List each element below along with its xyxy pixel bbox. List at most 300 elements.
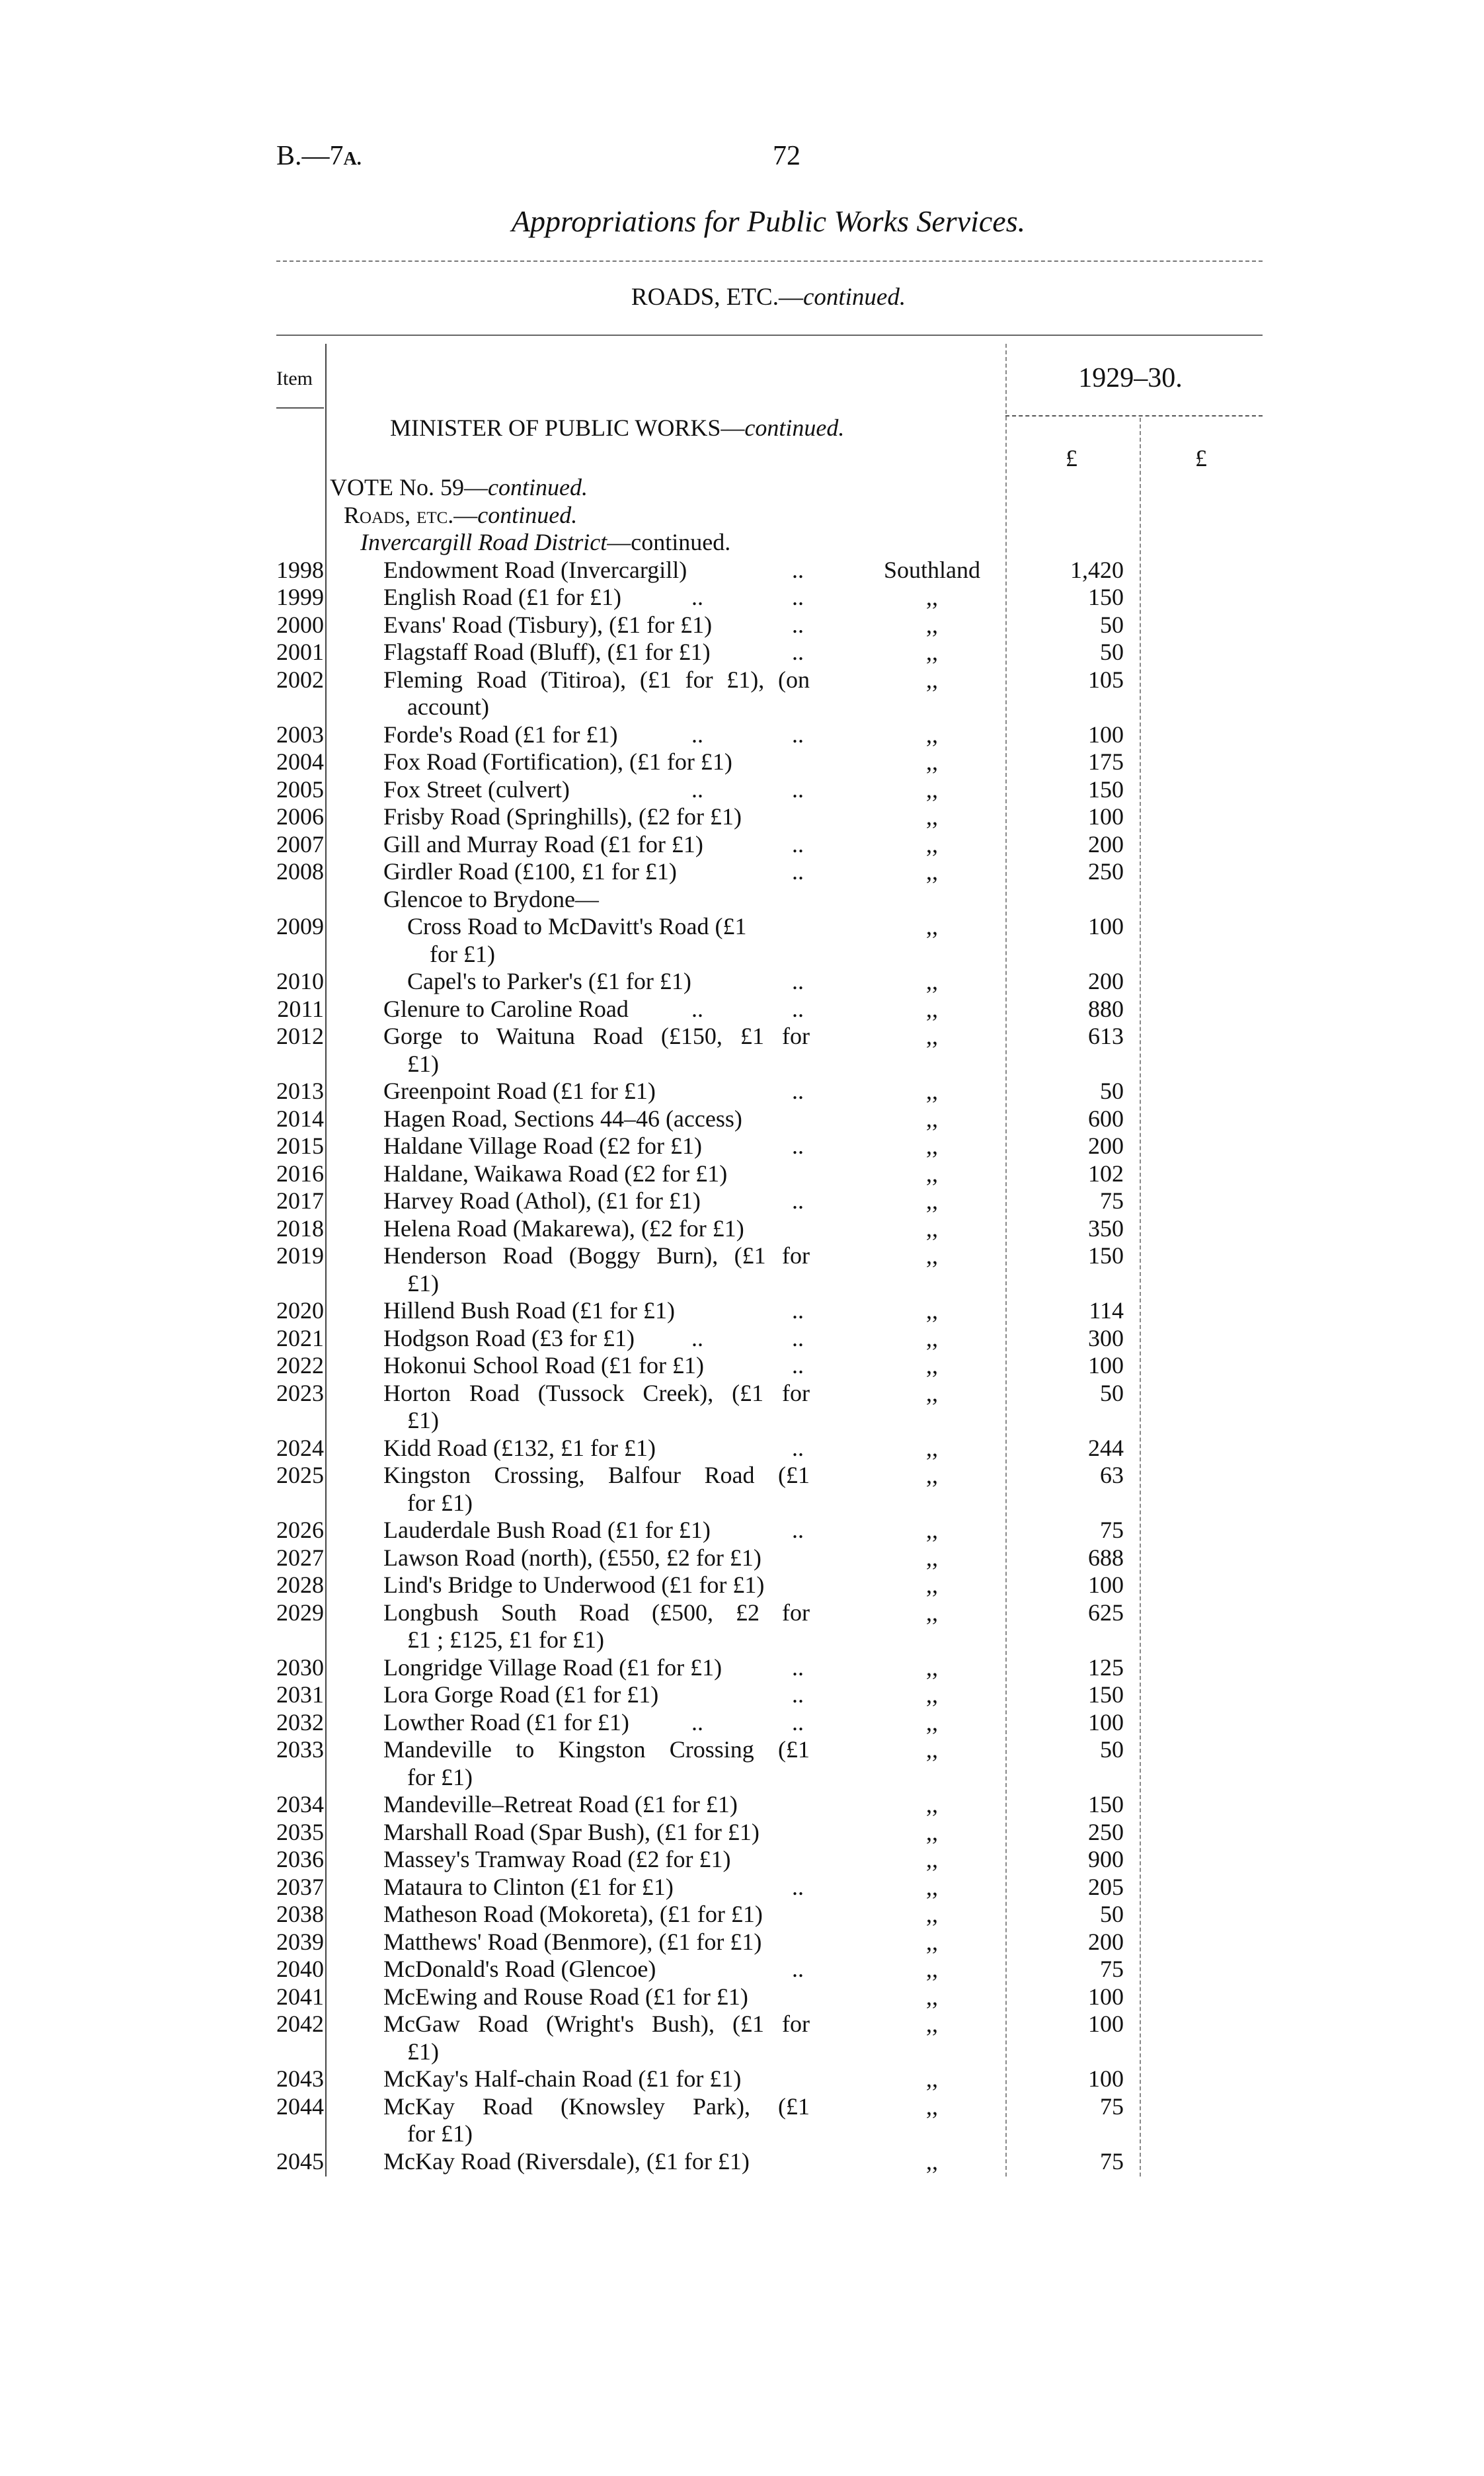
item-amount: 50 — [1100, 1901, 1124, 1927]
table-row — [0, 1380, 1484, 1408]
item-district: ,, — [926, 666, 938, 693]
item-amount: 100 — [1088, 913, 1124, 939]
item-amount: 100 — [1088, 1708, 1124, 1736]
item-description: Marshall Road (Spar Bush), (£1 for £1) — [383, 1818, 760, 1845]
item-description: English Road (£1 for £1) — [383, 584, 621, 610]
item-amount: 50 — [1100, 1736, 1124, 1763]
item-description-continued: £1) — [407, 1407, 439, 1433]
item-number: 2009 — [276, 913, 324, 939]
item-amount: 613 — [1088, 1023, 1124, 1049]
item-number: 2002 — [276, 666, 324, 693]
item-description: Harvey Road (Athol), (£1 for £1) — [383, 1187, 701, 1214]
item-amount: 150 — [1088, 584, 1124, 610]
item-amount: 63 — [1100, 1462, 1124, 1488]
table-row — [0, 1078, 1484, 1105]
vote-heading — [0, 474, 1484, 502]
item-number: 2001 — [276, 639, 324, 665]
item-description-continued: £1 ; £125, £1 for £1) — [407, 1626, 604, 1653]
item-number: 2000 — [276, 611, 324, 638]
item-description: Gorge to Waituna Road (£150, £1 for — [383, 1023, 810, 1049]
item-description: Hodgson Road (£3 for £1) — [383, 1324, 635, 1351]
dot-leader: .. — [792, 1517, 804, 1543]
item-number: 2008 — [276, 858, 324, 885]
item-description: Glenure to Caroline Road — [383, 995, 629, 1022]
item-amount: 100 — [1088, 1352, 1124, 1378]
dot-leader: .. — [691, 995, 703, 1022]
table-row — [0, 831, 1484, 859]
column-header-item: Item — [276, 368, 313, 389]
item-district: ,, — [926, 858, 938, 885]
item-number: 2003 — [276, 721, 324, 748]
item-description: Hagen Road, Sections 44–46 (access) — [383, 1105, 742, 1132]
dot-leader: .. — [792, 1956, 804, 1982]
item-number: 2020 — [276, 1297, 324, 1324]
item-district: ,, — [926, 1352, 938, 1378]
item-description: Kidd Road (£132, £1 for £1) — [383, 1434, 656, 1461]
table-row — [0, 1462, 1484, 1490]
table-row — [0, 2011, 1484, 2038]
table-row-continuation — [0, 2120, 1484, 2148]
table-row-continuation — [0, 1764, 1484, 1792]
item-number: 2036 — [276, 1846, 324, 1872]
item-description: Helena Road (Makarewa), (£2 for £1) — [383, 1215, 744, 1242]
item-amount: 50 — [1100, 1078, 1124, 1104]
item-amount: 50 — [1100, 611, 1124, 638]
item-description: Greenpoint Road (£1 for £1) — [383, 1078, 656, 1104]
document-code-main: B.—7 — [276, 141, 344, 171]
item-district: ,, — [926, 968, 938, 994]
item-description: Mataura to Clinton (£1 for £1) — [383, 1873, 674, 1900]
item-description: Matthews' Road (Benmore), (£1 for £1) — [383, 1928, 762, 1955]
item-district: ,, — [926, 1324, 938, 1351]
item-number: 2041 — [276, 1983, 324, 2010]
table-row — [0, 612, 1484, 639]
subhead-heading — [0, 502, 1484, 530]
minister-heading — [390, 414, 844, 442]
item-district: ,, — [926, 2065, 938, 2092]
item-number: 2045 — [276, 2147, 324, 2175]
item-district: ,, — [926, 721, 938, 748]
item-number: 2040 — [276, 1956, 324, 1982]
item-amount: 300 — [1088, 1324, 1124, 1351]
dot-leader: .. — [691, 721, 703, 748]
table-row — [0, 748, 1484, 776]
item-amount: 688 — [1088, 1544, 1124, 1571]
item-amount: 100 — [1088, 1572, 1124, 1598]
item-district: ,, — [926, 1708, 938, 1736]
dot-leader: .. — [792, 1681, 804, 1708]
item-district: ,, — [926, 1873, 938, 1900]
dot-leader: .. — [792, 858, 804, 885]
item-amount: 880 — [1088, 995, 1124, 1022]
table-row — [0, 1544, 1484, 1572]
item-description: Massey's Tramway Road (£2 for £1) — [383, 1846, 731, 1872]
table-row — [0, 858, 1484, 886]
table-row — [0, 1325, 1484, 1353]
item-district: ,, — [926, 1160, 938, 1187]
table-row-continuation — [0, 1051, 1484, 1078]
item-description: Horton Road (Tussock Creek), (£1 for — [383, 1379, 810, 1406]
item-number: 2011 — [277, 995, 324, 1022]
table-row-continuation — [0, 1626, 1484, 1654]
item-district: ,, — [926, 1818, 938, 1845]
item-amount: 625 — [1088, 1599, 1124, 1626]
item-amount: 150 — [1088, 1681, 1124, 1708]
table-row — [0, 1681, 1484, 1709]
item-district: ,, — [926, 1242, 938, 1269]
item-district: ,, — [926, 1187, 938, 1214]
table-row — [0, 721, 1484, 749]
dot-leader: .. — [691, 776, 703, 803]
item-amount: 1,420 — [1070, 556, 1124, 583]
section-heading-main: ROADS, ETC.— — [631, 284, 803, 311]
item-district: ,, — [926, 1078, 938, 1104]
item-description: Longbush South Road (£500, £2 for — [383, 1599, 810, 1626]
item-description: Fox Road (Fortification), (£1 for £1) — [383, 748, 732, 775]
dot-leader: .. — [792, 1873, 804, 1900]
item-amount: 105 — [1088, 666, 1124, 693]
item-number: 2005 — [276, 776, 324, 803]
item-amount: 75 — [1100, 1187, 1124, 1214]
item-district: ,, — [926, 584, 938, 610]
item-number: 2038 — [276, 1901, 324, 1927]
dot-leader: .. — [792, 1434, 804, 1461]
item-district: ,, — [926, 1434, 938, 1461]
item-description: McEwing and Rouse Road (£1 for £1) — [383, 1983, 748, 2010]
item-district: ,, — [926, 1023, 938, 1049]
table-row — [0, 1956, 1484, 1983]
item-district: ,, — [926, 830, 938, 858]
item-description: Kingston Crossing, Balfour Road (£1 — [383, 1462, 810, 1488]
item-district: ,, — [926, 2011, 938, 2037]
dot-leader: .. — [792, 968, 804, 994]
page-title: Appropriations for Public Works Services. — [511, 204, 1026, 238]
item-description: Glencoe to Brydone— — [383, 885, 599, 912]
item-number: 2028 — [276, 1572, 324, 1598]
item-description-continued: £1) — [407, 2038, 439, 2065]
dot-leader: .. — [792, 611, 804, 638]
table-row — [0, 968, 1484, 996]
table-row-continuation — [0, 1407, 1484, 1435]
table-row — [0, 1709, 1484, 1737]
item-district: ,, — [926, 1572, 938, 1598]
item-number: 1999 — [276, 584, 324, 610]
item-amount: 205 — [1088, 1873, 1124, 1900]
item-number: 2030 — [276, 1654, 324, 1681]
dot-leader: .. — [691, 1708, 703, 1736]
item-description: Fleming Road (Titiroa), (£1 for £1), (on — [383, 666, 810, 693]
table-row — [0, 1654, 1484, 1682]
item-number: 2031 — [276, 1681, 324, 1708]
item-amount: 600 — [1088, 1105, 1124, 1132]
dot-leader: .. — [792, 776, 804, 803]
item-number: 2006 — [276, 803, 324, 830]
item-amount: 125 — [1088, 1654, 1124, 1681]
item-number: 2010 — [276, 968, 324, 994]
item-description: Forde's Road (£1 for £1) — [383, 721, 618, 748]
dot-leader: .. — [792, 1133, 804, 1159]
table-row-continuation — [0, 2038, 1484, 2066]
item-amount: 75 — [1100, 2093, 1124, 2120]
item-amount: 900 — [1088, 1846, 1124, 1872]
dot-leader: .. — [792, 995, 804, 1022]
item-number: 2026 — [276, 1517, 324, 1543]
dot-leader: .. — [792, 1187, 804, 1214]
item-description: Frisby Road (Springhills), (£2 for £1) — [383, 803, 742, 830]
item-amount: 100 — [1088, 803, 1124, 830]
item-number: 2025 — [276, 1462, 324, 1488]
district-heading-text — [360, 529, 730, 557]
item-district: ,, — [926, 2093, 938, 2120]
item-amount: 50 — [1100, 639, 1124, 665]
item-amount: 100 — [1088, 1983, 1124, 2010]
table-row — [0, 776, 1484, 804]
table-row-continuation — [0, 1270, 1484, 1298]
item-district: ,, — [926, 2147, 938, 2175]
item-description-continued: account) — [407, 694, 489, 720]
table-row — [0, 803, 1484, 831]
item-description: McKay Road (Knowsley Park), (£1 — [383, 2093, 810, 2120]
item-description: Haldane, Waikawa Road (£2 for £1) — [383, 1160, 728, 1187]
table-row — [0, 1846, 1484, 1874]
item-description: Lora Gorge Road (£1 for £1) — [383, 1681, 659, 1708]
item-amount: 200 — [1088, 830, 1124, 858]
item-district: ,, — [926, 639, 938, 665]
document-code-suffix: A. — [343, 149, 362, 169]
item-district: ,, — [926, 1462, 938, 1488]
dot-leader: .. — [691, 1324, 703, 1351]
item-description: Lowther Road (£1 for £1) — [383, 1708, 629, 1736]
item-amount: 250 — [1088, 858, 1124, 885]
document-code — [276, 140, 362, 172]
item-number: 2013 — [276, 1078, 324, 1104]
table-row — [0, 1572, 1484, 1599]
district-heading — [0, 529, 1484, 557]
dot-leader: .. — [792, 639, 804, 665]
item-district: ,, — [926, 1846, 938, 1872]
table-row — [0, 1901, 1484, 1929]
item-district: ,, — [926, 1133, 938, 1159]
table-row — [0, 666, 1484, 694]
table-row — [0, 1599, 1484, 1627]
item-amount: 175 — [1088, 748, 1124, 775]
item-district: ,, — [926, 776, 938, 803]
item-description: Lawson Road (north), (£550, £2 for £1) — [383, 1544, 762, 1571]
item-number: 2027 — [276, 1544, 324, 1571]
column-header-year: 1929–30. — [1078, 363, 1183, 393]
item-district: ,, — [926, 1599, 938, 1626]
item-district: ,, — [926, 1517, 938, 1543]
dot-leader: .. — [792, 556, 804, 583]
item-amount: 244 — [1088, 1434, 1124, 1461]
item-district: ,, — [926, 1105, 938, 1132]
table-row — [0, 2065, 1484, 2093]
item-district: ,, — [926, 1791, 938, 1817]
item-description: Lauderdale Bush Road (£1 for £1) — [383, 1517, 711, 1543]
item-district: ,, — [926, 1901, 938, 1927]
item-description: Gill and Murray Road (£1 for £1) — [383, 830, 703, 858]
item-description-continued: £1) — [407, 1269, 439, 1297]
item-description: Mandeville–Retreat Road (£1 for £1) — [383, 1791, 738, 1817]
dot-leader: .. — [792, 1654, 804, 1681]
dot-leader: .. — [792, 1078, 804, 1104]
table-row — [0, 1133, 1484, 1160]
item-amount: 102 — [1088, 1160, 1124, 1187]
item-description: Haldane Village Road (£2 for £1) — [383, 1133, 703, 1159]
item-district: ,, — [926, 611, 938, 638]
title-rule — [276, 260, 1263, 262]
table-row — [0, 1736, 1484, 1764]
item-district: ,, — [926, 1654, 938, 1681]
item-number: 2039 — [276, 1928, 324, 1955]
currency-label-1: £ — [1066, 445, 1077, 471]
item-number: 2037 — [276, 1873, 324, 1900]
table-row — [0, 1874, 1484, 1901]
year-header-rule — [1005, 415, 1263, 417]
item-number: 2032 — [276, 1708, 324, 1736]
item-description: Hokonui School Road (£1 for £1) — [383, 1352, 704, 1378]
table-row — [0, 1023, 1484, 1051]
item-description: Fox Street (culvert) — [383, 776, 570, 803]
item-district: ,, — [926, 1736, 938, 1763]
item-description: Matheson Road (Mokoreta), (£1 for £1) — [383, 1901, 763, 1927]
item-number: 2043 — [276, 2065, 324, 2092]
item-number: 2015 — [276, 1133, 324, 1159]
dot-leader: .. — [691, 584, 703, 610]
section-heading — [0, 283, 1484, 311]
vote-heading-italic: continued. — [487, 474, 588, 500]
item-amount: 50 — [1100, 1379, 1124, 1406]
item-amount: 150 — [1088, 776, 1124, 803]
table-row — [0, 1819, 1484, 1847]
item-number: 2033 — [276, 1736, 324, 1763]
item-description: McGaw Road (Wright's Bush), (£1 for — [383, 2011, 810, 2037]
item-description-continued: for £1) — [407, 1763, 473, 1790]
item-number: 2023 — [276, 1379, 324, 1406]
table-row — [0, 1242, 1484, 1270]
subhead-heading-main: Roads, etc.— — [344, 501, 478, 528]
item-number: 2017 — [276, 1187, 324, 1214]
item-district: ,, — [926, 748, 938, 775]
table-row — [0, 996, 1484, 1023]
table-top-rule — [276, 335, 1263, 336]
minister-heading-italic: continued. — [744, 415, 845, 441]
table-row — [0, 2148, 1484, 2176]
table-row — [0, 1517, 1484, 1544]
item-district: ,, — [926, 913, 938, 939]
currency-label-2: £ — [1195, 445, 1207, 471]
table-row — [0, 1435, 1484, 1462]
item-number: 2016 — [276, 1160, 324, 1187]
item-description: Girdler Road (£100, £1 for £1) — [383, 858, 677, 885]
item-district: ,, — [926, 1928, 938, 1955]
district-heading-main: —continued. — [607, 529, 731, 555]
item-description: Mandeville to Kingston Crossing (£1 — [383, 1736, 810, 1763]
table-row — [0, 1215, 1484, 1243]
item-number: 2029 — [276, 1599, 324, 1626]
item-number: 2044 — [276, 2093, 324, 2120]
item-description: Lind's Bridge to Underwood (£1 for £1) — [383, 1572, 765, 1598]
item-amount: 150 — [1088, 1791, 1124, 1817]
item-description-continued: for £1) — [407, 1489, 473, 1516]
item-amount: 350 — [1088, 1215, 1124, 1242]
dot-leader: .. — [792, 1324, 804, 1351]
table-row — [0, 1929, 1484, 1956]
item-description: McKay's Half-chain Road (£1 for £1) — [383, 2065, 742, 2092]
item-district: ,, — [926, 1983, 938, 2010]
item-district: ,, — [926, 1297, 938, 1324]
item-district: ,, — [926, 1681, 938, 1708]
item-description: Evans' Road (Tisbury), (£1 for £1) — [383, 611, 713, 638]
item-district: ,, — [926, 1956, 938, 1982]
item-number: 1998 — [276, 556, 324, 583]
table-row — [0, 1187, 1484, 1215]
dot-leader: .. — [792, 1708, 804, 1736]
subhead-heading-text — [344, 502, 577, 530]
dot-leader: .. — [792, 584, 804, 610]
item-number: 2018 — [276, 1215, 324, 1242]
vote-heading-text — [330, 474, 588, 502]
item-description: Cross Road to McDavitt's Road (£1 — [407, 913, 747, 939]
section-heading-italic: continued. — [802, 284, 906, 311]
table-row-continuation — [0, 694, 1484, 721]
table-row — [0, 913, 1484, 941]
table-row — [0, 2093, 1484, 2121]
item-amount: 75 — [1100, 1517, 1124, 1543]
item-description: McKay Road (Riversdale), (£1 for £1) — [383, 2147, 750, 2175]
table-row-continuation — [0, 1490, 1484, 1517]
item-district: Southland — [883, 556, 980, 583]
item-description: Endowment Road (Invercargill) — [383, 556, 687, 583]
item-district: ,, — [926, 803, 938, 830]
dot-leader: .. — [792, 830, 804, 858]
item-number: 2024 — [276, 1434, 324, 1461]
item-amount: 150 — [1088, 1242, 1124, 1269]
item-number: 2035 — [276, 1818, 324, 1845]
page-number: 72 — [773, 141, 801, 171]
item-amount: 250 — [1088, 1818, 1124, 1845]
item-description: Hillend Bush Road (£1 for £1) — [383, 1297, 675, 1324]
item-description-continued: £1) — [407, 1050, 439, 1077]
item-number: 2034 — [276, 1791, 324, 1817]
table-row — [0, 1105, 1484, 1133]
dot-leader: .. — [792, 721, 804, 748]
item-amount: 200 — [1088, 968, 1124, 994]
item-district: ,, — [926, 995, 938, 1022]
item-description: Flagstaff Road (Bluff), (£1 for £1) — [383, 639, 711, 665]
item-description-continued: for £1) — [430, 940, 495, 967]
item-description-continued: for £1) — [407, 2120, 473, 2147]
item-number: 2042 — [276, 2011, 324, 2037]
item-number: 2007 — [276, 830, 324, 858]
item-description: McDonald's Road (Glencoe) — [383, 1956, 656, 1982]
item-district: ,, — [926, 1379, 938, 1406]
table-row — [0, 584, 1484, 612]
item-number: 2022 — [276, 1352, 324, 1378]
table-row — [0, 1791, 1484, 1819]
item-amount: 100 — [1088, 721, 1124, 748]
item-amount: 100 — [1088, 2011, 1124, 2037]
item-district: ,, — [926, 1215, 938, 1242]
district-heading-italic: Invercargill Road District — [360, 529, 607, 555]
table-group-heading — [0, 886, 1484, 914]
item-number: 2021 — [276, 1324, 324, 1351]
item-amount: 100 — [1088, 2065, 1124, 2092]
table-row — [0, 1352, 1484, 1380]
item-description: Henderson Road (Boggy Burn), (£1 for — [383, 1242, 810, 1269]
item-number: 2014 — [276, 1105, 324, 1132]
subhead-heading-italic: continued. — [477, 501, 578, 528]
